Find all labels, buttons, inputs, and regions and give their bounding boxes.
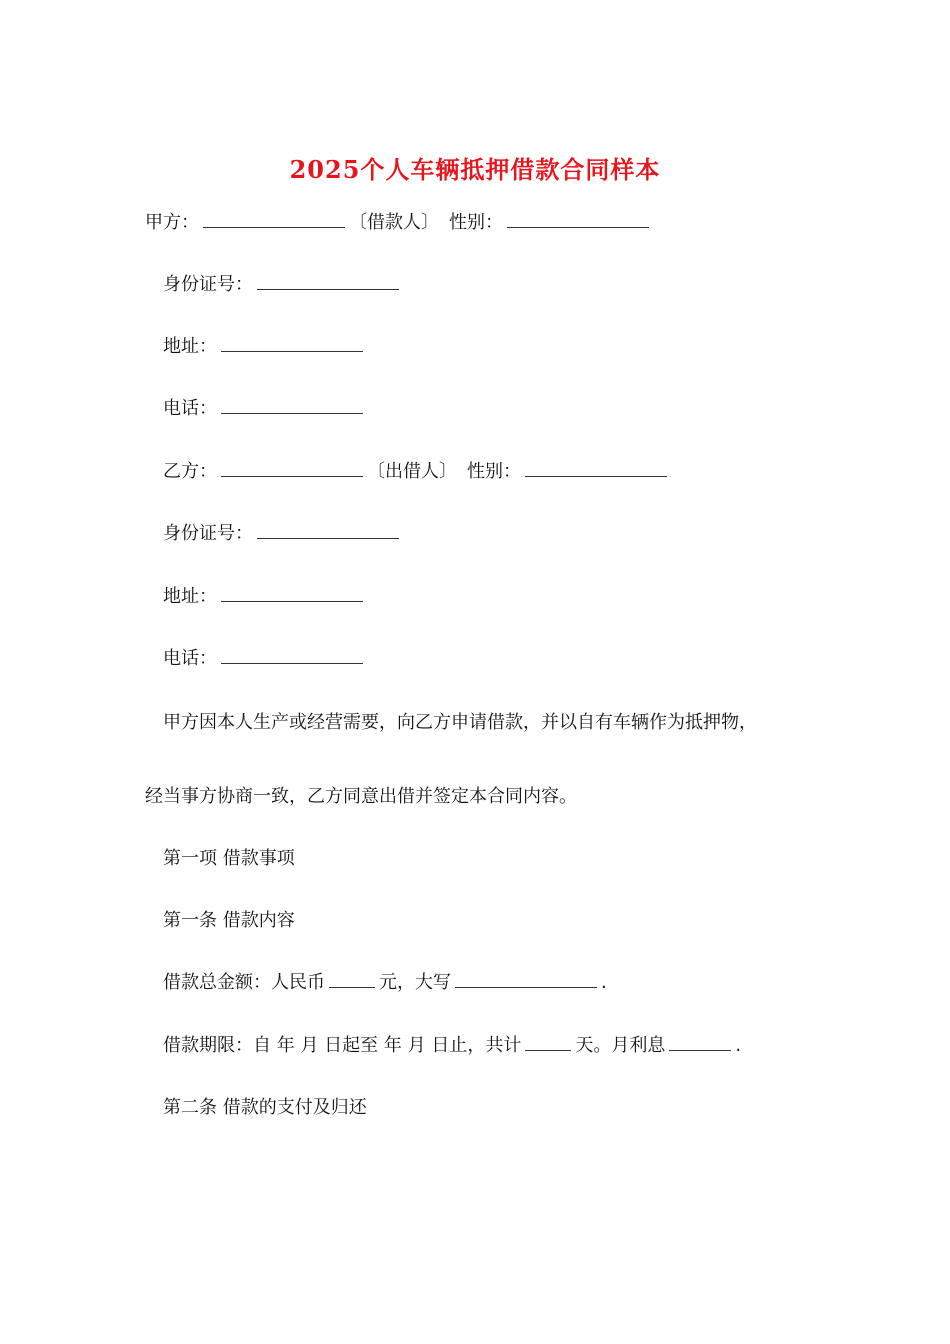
- loan-term-line: [163, 1034, 741, 1058]
- section-1-heading: 第一项 借款事项: [163, 848, 295, 869]
- loan-amount-words-blank[interactable]: [455, 971, 597, 988]
- loan-amount-number-blank[interactable]: [329, 971, 375, 988]
- loan-term-label: 借款期限：自 年 月 日起至 年 月 日止，共计: [163, 1035, 522, 1056]
- party-a-name-blank[interactable]: [203, 211, 345, 228]
- monthly-interest-blank[interactable]: [669, 1034, 731, 1051]
- party-a-phone-blank[interactable]: [221, 397, 363, 414]
- party-a-label: 甲方：: [145, 212, 199, 233]
- party-a-address-line: [163, 335, 367, 359]
- party-b-address-label: 地址：: [163, 586, 217, 607]
- article-2-heading: 第二条 借款的支付及归还: [163, 1097, 367, 1118]
- loan-amount-unit: 元，大写: [379, 972, 451, 993]
- party-a-id-line: [163, 273, 403, 297]
- loan-term-days-blank[interactable]: [525, 1034, 571, 1051]
- party-b-id-label: 身份证号：: [163, 523, 253, 544]
- party-b-role: 〔出借人〕: [367, 461, 457, 482]
- party-b-gender-label: 性别：: [467, 461, 521, 482]
- party-b-phone-label: 电话：: [163, 648, 217, 669]
- party-b-line: [163, 460, 671, 484]
- party-b-phone-blank[interactable]: [221, 647, 363, 664]
- party-a-line: [145, 211, 653, 235]
- loan-amount-line: [163, 971, 607, 995]
- party-a-id-label: 身份证号：: [163, 274, 253, 295]
- party-a-phone-label: 电话：: [163, 398, 217, 419]
- loan-amount-label: 借款总金额：人民币: [163, 972, 325, 993]
- party-b-id-blank[interactable]: [257, 522, 399, 539]
- loan-term-days: 天。月利息: [575, 1035, 666, 1056]
- party-a-gender-blank[interactable]: [507, 211, 649, 228]
- party-a-id-blank[interactable]: [257, 273, 399, 290]
- intro-paragraph-line1: 甲方因本人生产或经营需要，向乙方申请借款，并以自有车辆作为抵押物，: [163, 712, 757, 733]
- party-b-label: 乙方：: [163, 461, 217, 482]
- party-b-phone-line: [163, 647, 367, 671]
- party-b-name-blank[interactable]: [221, 460, 363, 477]
- party-b-address-blank[interactable]: [221, 585, 363, 602]
- intro-paragraph-line2: 经当事方协商一致，乙方同意出借并签定本合同内容。: [145, 786, 577, 807]
- party-a-phone-line: [163, 397, 367, 421]
- party-b-gender-blank[interactable]: [525, 460, 667, 477]
- party-a-gender-label: 性别：: [449, 212, 503, 233]
- loan-term-end: .: [735, 1035, 742, 1056]
- party-b-id-line: [163, 522, 403, 546]
- party-a-role: 〔借款人〕: [349, 212, 439, 233]
- document-title: 2025个人车辆抵押借款合同样本: [289, 155, 661, 184]
- article-1-heading: 第一条 借款内容: [163, 910, 295, 931]
- party-a-address-label: 地址：: [163, 336, 217, 357]
- party-a-address-blank[interactable]: [221, 335, 363, 352]
- party-b-address-line: [163, 585, 367, 609]
- loan-amount-end: .: [601, 972, 607, 993]
